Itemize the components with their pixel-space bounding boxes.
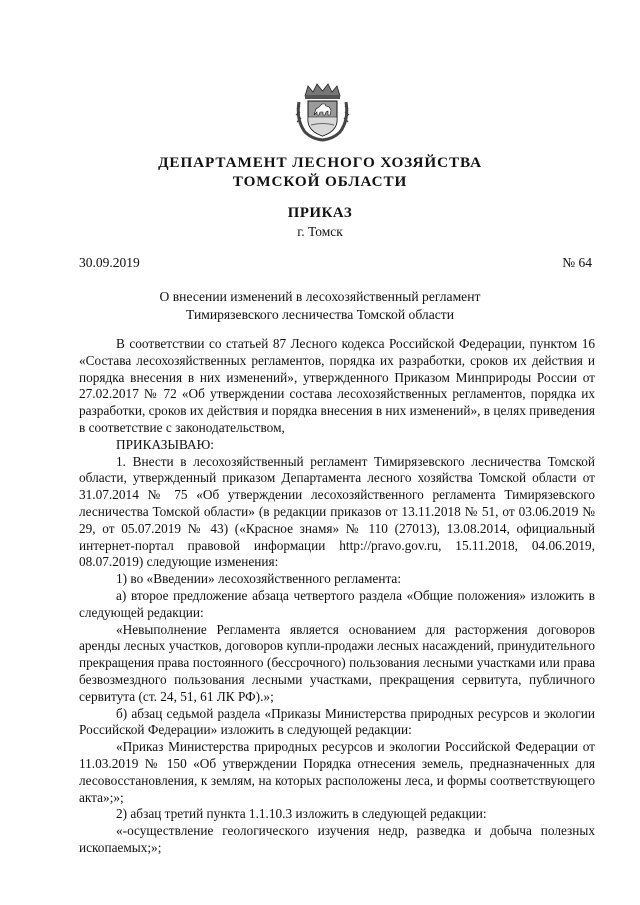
department-line-1: ДЕПАРТАМЕНТ ЛЕСНОГО ХОЗЯЙСТВА bbox=[158, 154, 482, 171]
order-date: 30.09.2019 bbox=[79, 255, 140, 270]
subject-line-2: Тимирязевского лесничества Томской области bbox=[186, 307, 454, 322]
department-line-2: ТОМСКОЙ ОБЛАСТИ bbox=[232, 173, 408, 190]
quoted-text-paragraph: «Невыполнение Регламента является основанием для расторжения договоров аренды лесных участков, договоров купли-продажи лесных насаждений, принудительного прекращения права постоянного (бессрочного) пользования лесными участками или права безвозмездного пользования лесными участками, прекращения сервитута, публичного сервитута (ст. 24, 51, 61 ЛК РФ).»; bbox=[79, 621, 595, 704]
subitem-b-paragraph: б) абзац седьмой раздела «Приказы Министерства природных ресурсов и экологии Российской Федерации» изложить в следующей редакции: bbox=[79, 705, 595, 738]
quoted-order-paragraph: «Приказ Министерства природных ресурсов и экологии Российской Федерации от 11.03.2019 № 150 «Об утверждении Порядка отнесения земель, предназначенных для лесовосстановления, к землям, на которых расположены леса, и формы соответствующего акта»;»; bbox=[79, 739, 595, 805]
subitem-1-paragraph: 1) во «Введении» лесохозяйственного регламента: bbox=[116, 571, 402, 587]
order-keyword: ПРИКАЗЫВАЮ: bbox=[116, 436, 214, 452]
order-body bbox=[79, 336, 595, 857]
document-type: ПРИКАЗ bbox=[287, 205, 353, 221]
city: г. Томск bbox=[297, 224, 343, 239]
coat-of-arms-icon bbox=[295, 82, 350, 142]
order-number: № 64 bbox=[562, 255, 592, 270]
order-subject bbox=[0, 288, 640, 324]
preamble-paragraph: В соответствии со статьей 87 Лесного кодекса Российской Федерации, пунктом 16 «Состава лесохозяйственных регламентов, порядка их разработки, сроков их действия и порядка внесения в них изменений», утвержденного Приказом Минприроды России от 27.02.2017 № 72 «Об утверждении состава лесохозяйственных регламентов, порядка их разработки, сроков их действия и порядка внесения в них изменений», в целях приведения в соответствие с законодательством, bbox=[79, 336, 595, 435]
quoted-activity-paragraph: «-осуществление геологического изучения недр, разведка и добыча полезных ископаемых;»; bbox=[79, 823, 595, 855]
subitem-a-paragraph: а) второе предложение абзаца четвертого раздела «Общие положения» изложить в следующей редакции: bbox=[79, 587, 595, 620]
subitem-2-paragraph: 2) абзац третий пункта 1.1.10.3 изложить в следующей редакции: bbox=[116, 806, 487, 822]
subject-line-1: О внесении изменений в лесохозяйственный регламент bbox=[159, 289, 481, 304]
department-name bbox=[0, 153, 640, 191]
item-1-paragraph: 1. Внести в лесохозяйственный регламент Тимирязевского лесничества Томской области, утвержденный приказом Департамента лесного хозяйства Томской области от 31.07.2014 № 75 «Об утверждении лесохозяйственного регламента Тимирязевского лесничества Томской области» (в редакции приказов от 13.11.2018 № 51, от 03.06.2019 № 29, от 05.07.2019 № 43) («Красное знамя» № 110 (27013), 13.08.2014, официальный интернет-портал правовой информации http://pravo.gov.ru, 15.11.2018, 04.06.2019, 08.07.2019) следующие изменения: bbox=[79, 453, 595, 570]
